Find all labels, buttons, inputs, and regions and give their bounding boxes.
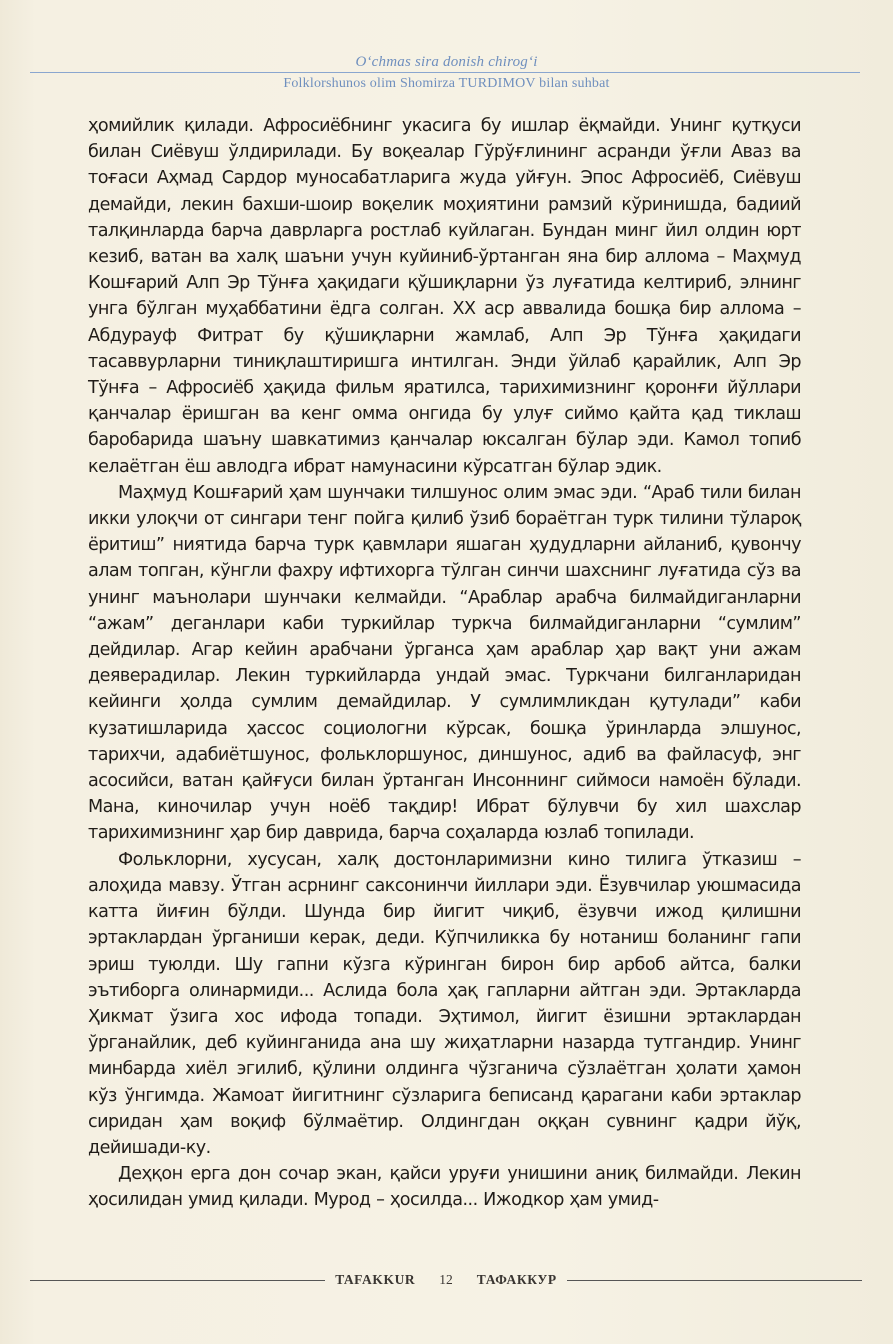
page-number: 12 [439,1272,453,1287]
article-body [88,113,801,1214]
page-footer [30,1268,862,1292]
header-title: O‘chmas sira donish chirog‘i [355,54,538,70]
paragraph: Фольклорни, хусусан, халқ достонларимизни кино тилига ўтказиш – алоҳида мавзу. Ўтган асрнинг саксонинчи йиллари эди. Ёзувчилар уюшмасида катта йиғин бўлди. Шунда бир йигит чиқиб, ёзувчи ижод қилишни эртаклардан ўрганиши керак, деди. Кўпчиликка бу нотаниш боланинг гапи эриш туюлди. Шу гапни кўзга кўринган бирон бир арбоб айтса, балки эътиборга олинармиди... Аслида бола ҳақ гапларни айтган эди. Эртакларда Ҳикмат ўзига хос ифода топади. Эҳтимол, йигит ёзишни эртаклардан ўрганайлик, деб куйинганида ана шу жиҳатларни назарда тутгандир. Унинг минбарда хиёл эгилиб, қўлини олдинга чўзганича сўзлаётган ҳолати ҳамон кўз ўнгимда. Жамоат йигитнинг сўзларига беписанд қарагани каби эртаклар сиридан ҳам воқиф бўлмаётир. Олдингдан оққан сувнинг қадри йўқ, дейишади-ку. [88,849,801,1158]
paragraph: Маҳмуд Кошғарий ҳам шунчаки тилшунос олим эмас эди. “Араб тили билан икки улоқчи от сингари тенг пойга қилиб ўзиб бораётган турк тилини тўлароқ ёритиш” ниятида барча турк қавмлари яшаган ҳудудларни айланиб, қувончу алам топган, кўнгли фахру ифтихорга тўлган синчи шахснинг луғатида сўз ва унинг маънолари шунчаки келмайди. “Араблар арабча билмайдиганларни “ажам” деганлари каби туркийлар туркча билмайдиганларни “сумлим” дейдилар. Агар кейин арабчани ўрганса ҳам араблар ҳар вақт уни ажам деяверадилар. Лекин туркийларда ундай эмас. Туркчани билганларидан кейинги ҳолда сумлим демайдилар. У сумлимликдан қутулади” каби кузатишларида ҳассос социологни кўрсак, бошқа ўринларда элшунос, тарихчи, адабиётшунос, фольклоршунос, диншунос, адиб ва файласуф, энг асосийси, ватан қайғуси билан ўртанган Инсоннинг сиймоси намоён бўлади. Мана, киночилар учун ноёб тақдир! Ибрат бўлувчи бу хил шахслар тарихимизнинг ҳар бир даврида, барча соҳаларда юзлаб топилади. [88,482,801,844]
footer-rule-left [30,1280,325,1281]
running-header [0,52,893,95]
footer-label-latin: TAFAKKUR [335,1272,416,1287]
footer-label-cyrillic: ТАФАККУР [476,1272,557,1287]
paragraph-continued: ҳомийлик қилади. Афросиёбнинг укасига бу ишлар ёқмайди. Унинг қутқуси билан Сиёвуш ўлдирилади. Бу воқеалар Гўрўғлининг асранди ўғли Аваз ва тоғаси Аҳмад Сардор муносабатларига жуда уйғун. Эпос Афросиёб, Сиёвуш демайди, лекин бахши-шоир воқелик моҳиятини рамзий кўринишда, бадиий талқинларда барча даврларга ростлаб куйлаган. Бундан минг йил олдин юрт кезиб, ватан ва халқ шаъни учун куйиниб-ўртанган яна бир аллома – Маҳмуд Кошғарий Алп Эр Тўнға ҳақидаги қўшиқларни ўз луғатида келтириб, элнинг унга бўлган муҳаббатини ёдга солган. XX аср аввалида бошқа бир аллома – Абдурауф Фитрат бу қўшиқларни жамлаб, Алп Эр Тўнға ҳақидаги тасаввурларни тиниқлаштиришга интилган. Энди ўйлаб қарайлик, Алп Эр Тўнға – Афросиёб ҳақида фильм яратилса, тарихимизнинг қоронғи йўллари қанчалар ёришган ва кенг омма онгида бу улуғ сиймо қайта қад тиклаш баробарида шаъну шавкатимиз қанчалар юксалган бўлар эди. Камол топиб келаётган ёш авлодга ибрат намунасини кўрсатган бўлар эдик. [88,116,801,477]
header-subtitle: Folklorshunos olim Shomirza TURDIMOV bilan suhbat [283,76,610,91]
footer-rule-right [567,1280,862,1281]
paragraph: Деҳқон ерга дон сочар экан, қайси уруғи унишини аниқ билмайди. Лекин ҳосилидан умид қилади. Мурод – ҳосилда... Ижодкор ҳам умид- [88,1164,801,1211]
